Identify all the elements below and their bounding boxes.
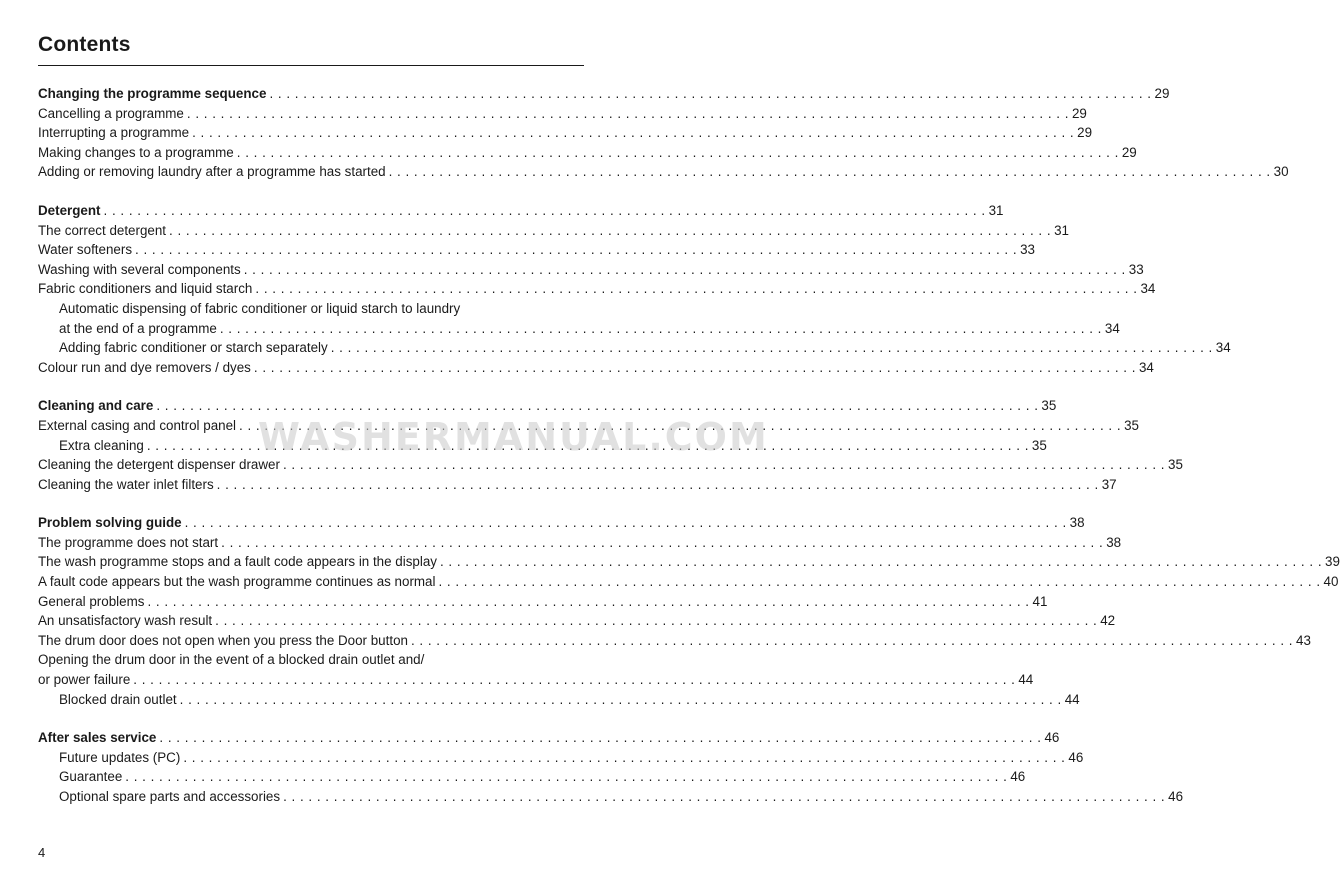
toc-entry-label: Extra cleaning [59, 437, 144, 453]
toc-heading[interactable] [38, 728, 1060, 748]
toc-page-number: 37 [1101, 476, 1117, 492]
toc-entry-label: Adding or removing laundry after a programme has started [38, 164, 386, 180]
toc-page-number: 46 [1068, 749, 1084, 765]
toc-entry-first-line[interactable]: Automatic dispensing of fabric conditioner or liquid starch to laundry [59, 300, 461, 316]
toc-heading-label: Cleaning and care [38, 398, 154, 414]
leader-dots [156, 396, 1038, 416]
leader-dots [169, 221, 1051, 241]
toc-entry-label: The wash programme stops and a fault code appears in the display [38, 554, 437, 570]
leader-dots [237, 143, 1119, 163]
toc-entry[interactable] [38, 533, 1122, 553]
toc-entry-label: The programme does not start [38, 534, 219, 550]
toc-page-number: 35 [1041, 398, 1057, 414]
toc-page-number: 35 [1031, 437, 1047, 453]
toc-page-number: 30 [1273, 164, 1289, 180]
toc-entry-label: Making changes to a programme [38, 144, 234, 160]
toc-page-number: 41 [1032, 593, 1048, 609]
toc-page-number: 43 [1296, 632, 1311, 648]
toc-entry-label: Cancelling a programme [38, 105, 184, 121]
toc-heading[interactable] [38, 201, 1004, 221]
toc-entry[interactable] [38, 260, 1144, 280]
toc-page-number: 34 [1215, 340, 1231, 356]
leader-dots [192, 123, 1074, 143]
toc-page-number: 29 [1077, 125, 1093, 141]
toc-entry-label: Blocked drain outlet [59, 691, 177, 707]
toc-page-number: 29 [1071, 105, 1087, 121]
leader-dots [180, 690, 1062, 710]
leader-dots [220, 319, 1102, 339]
toc-entry[interactable] [38, 279, 1156, 299]
toc-section [38, 728, 1184, 806]
leader-dots [283, 787, 1165, 807]
toc-entry[interactable] [38, 338, 1231, 358]
toc-page-number: 29 [1121, 144, 1137, 160]
toc-entry-label: or power failure [38, 672, 131, 688]
toc-entry[interactable] [38, 475, 1117, 495]
toc-heading-label: Changing the programme sequence [38, 86, 267, 101]
toc-page-number: 40 [1323, 574, 1339, 590]
toc-entry-label: Fabric conditioners and liquid starch [38, 281, 253, 297]
toc-entry[interactable] [38, 572, 1339, 592]
toc-section [38, 201, 1231, 377]
toc-heading-label: Detergent [38, 202, 101, 218]
leader-dots [221, 533, 1103, 553]
toc-entry-first-line[interactable]: Opening the drum door in the event of a blocked drain outlet and/ [38, 652, 425, 668]
toc-page-number: 38 [1106, 534, 1122, 550]
toc-entry-label: Adding fabric conditioner or starch separately [59, 340, 328, 356]
page-title: Contents [38, 33, 131, 56]
leader-dots [159, 728, 1041, 748]
toc-page-number: 44 [1064, 691, 1080, 707]
leader-dots [183, 748, 1065, 768]
toc-entry[interactable] [38, 358, 1154, 378]
toc-entry[interactable] [38, 592, 1048, 612]
watermark: WASHERMANUAL.COM [258, 415, 769, 459]
toc-entry[interactable] [38, 143, 1137, 163]
toc-entry[interactable] [38, 690, 1080, 710]
leader-dots [217, 475, 1099, 495]
leader-dots [125, 767, 1007, 787]
toc-entry-label: Guarantee [59, 769, 123, 785]
leader-dots [440, 552, 1322, 572]
toc-heading-label: Problem solving guide [38, 515, 182, 531]
toc-heading-label: After sales service [38, 730, 157, 746]
page-number: 4 [38, 845, 46, 860]
toc-entry-label: Interrupting a programme [38, 125, 190, 141]
leader-dots [187, 104, 1069, 124]
leader-dots [215, 611, 1097, 631]
leader-dots [147, 592, 1029, 612]
leader-dots [244, 260, 1126, 280]
toc-entry-label: A fault code appears but the wash programme continues as normal [38, 574, 436, 590]
toc-page-number: 39 [1325, 554, 1340, 570]
toc-entry-label: Water softeners [38, 242, 133, 258]
toc-entry-label: The correct detergent [38, 222, 167, 238]
toc-page-number: 33 [1020, 242, 1035, 258]
toc-entry-label: at the end of a programme [59, 320, 217, 336]
toc-entry-label: Colour run and dye removers / dyes [38, 359, 251, 375]
title-divider [38, 65, 584, 66]
toc-entry[interactable] [38, 123, 1093, 143]
toc-page-number: 35 [1124, 417, 1139, 433]
toc-heading[interactable] [38, 513, 1085, 533]
toc-section [38, 513, 1340, 709]
toc-entry-label: An unsatisfactory wash result [38, 613, 213, 629]
toc-heading[interactable] [38, 396, 1057, 416]
toc-page-number: 42 [1100, 613, 1116, 629]
leader-dots [135, 240, 1017, 260]
leader-dots [185, 513, 1067, 533]
leader-dots [438, 572, 1320, 592]
toc-page-number: 31 [988, 202, 1004, 218]
toc-entry-label: Cleaning the detergent dispenser drawer [38, 457, 280, 473]
toc-section [38, 84, 1289, 182]
leader-dots [411, 631, 1293, 651]
toc-heading[interactable] [38, 84, 1170, 104]
toc-page-number: 35 [1168, 457, 1183, 473]
leader-dots [331, 338, 1213, 358]
leader-dots [254, 358, 1136, 378]
toc-entry[interactable] [38, 631, 1311, 651]
toc-page-number: 44 [1018, 672, 1034, 688]
toc-entry-label: Optional spare parts and accessories [59, 789, 281, 804]
toc-page-number: 34 [1138, 359, 1154, 375]
leader-dots [389, 162, 1271, 182]
toc-entry[interactable] [38, 670, 1034, 690]
toc-entry[interactable] [38, 552, 1340, 572]
toc-entry[interactable] [38, 787, 1184, 807]
toc-page-number: 31 [1054, 222, 1069, 238]
leader-dots [269, 84, 1151, 104]
toc-entry-label: General problems [38, 593, 145, 609]
toc-page-number: 46 [1044, 730, 1060, 746]
toc-entry[interactable] [38, 319, 1120, 339]
toc-page-number: 46 [1168, 789, 1184, 804]
toc-entry-label: The drum door does not open when you press the Door button [38, 632, 408, 648]
toc-entry-label: Washing with several components [38, 261, 241, 277]
toc-entry-label: Cleaning the water inlet filters [38, 476, 214, 492]
toc-entry[interactable] [38, 221, 1069, 241]
toc-entry-label: External casing and control panel [38, 417, 237, 433]
toc-page-number: 34 [1140, 281, 1156, 297]
toc-page-number: 34 [1104, 320, 1120, 336]
toc-entry[interactable] [38, 611, 1116, 631]
toc-entry[interactable] [38, 748, 1084, 768]
leader-dots [104, 201, 986, 221]
toc-page-number: 29 [1154, 86, 1170, 101]
toc-entry-label: Future updates (PC) [59, 749, 181, 765]
toc-entry[interactable] [38, 162, 1289, 182]
toc-entry[interactable] [38, 240, 1035, 260]
toc-page-number: 46 [1010, 769, 1026, 785]
leader-dots [255, 279, 1137, 299]
leader-dots [133, 670, 1015, 690]
toc-page-number: 33 [1128, 261, 1144, 277]
toc-entry[interactable] [38, 104, 1087, 124]
toc-entry[interactable] [38, 767, 1026, 787]
toc-page-number: 38 [1069, 515, 1085, 531]
